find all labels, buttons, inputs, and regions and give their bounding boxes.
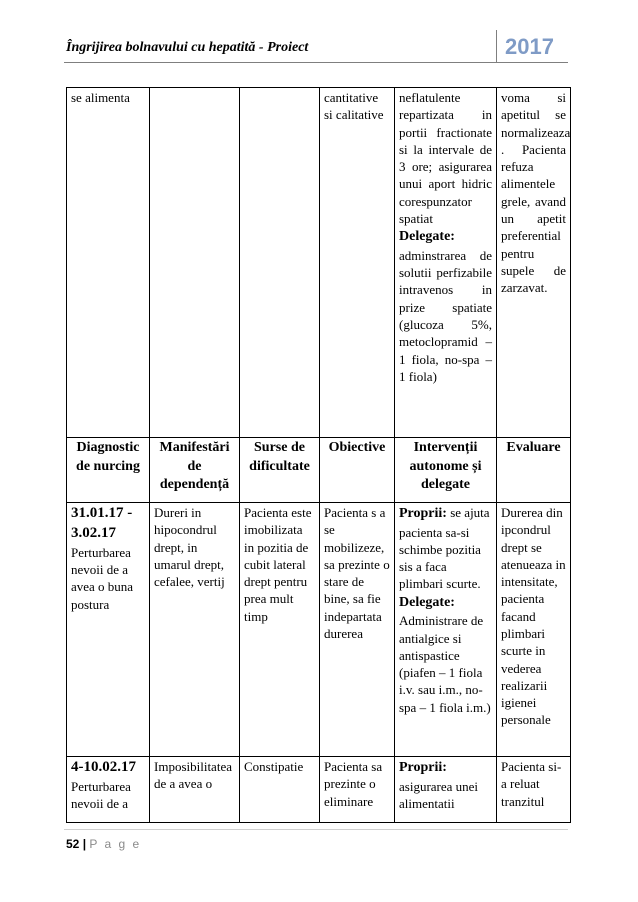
cell-manifestari bbox=[150, 88, 240, 438]
cell-diagnostic bbox=[67, 503, 150, 757]
proprii-text: asigurarea unei alimentatii bbox=[399, 778, 479, 811]
cell-evaluare: Pacienta si-a reluat tranzitul bbox=[497, 757, 571, 823]
footer-rule bbox=[64, 829, 568, 830]
cell-surse: Pacienta este imobilizata in pozitia de cubit lateral drept pentru prea mult timp bbox=[240, 503, 320, 757]
row-date: 4-10.02.17 bbox=[71, 759, 136, 775]
proprii-text: se ajuta pacienta sa-si schimbe pozitia sis a faca plimbari scurte. bbox=[399, 505, 490, 592]
page-number: 52 bbox=[66, 837, 80, 851]
delegate-label: Delegate: bbox=[399, 229, 455, 245]
cell-surse bbox=[240, 88, 320, 438]
cell-surse: Constipatie bbox=[240, 757, 320, 823]
page-footer bbox=[66, 837, 141, 851]
proprii-label: Proprii: bbox=[399, 760, 447, 775]
delegate-text: Administrare de antialgice si antispastice (piafen – 1 fiola i.v. sau i.m., no-spa – 1 fiola i.m.) bbox=[399, 613, 491, 715]
cell-obiective: cantitative si calitative bbox=[320, 88, 395, 438]
footer-separator: | bbox=[82, 837, 87, 851]
table-header-row bbox=[67, 438, 571, 503]
page-label: P a g e bbox=[89, 837, 142, 851]
header-divider bbox=[496, 30, 497, 62]
header-interventii: Intervenții autonome și delegate bbox=[395, 438, 497, 503]
cell-interventii bbox=[395, 757, 497, 823]
table-row bbox=[67, 757, 571, 823]
row-date: 31.01.17 - 3.02.17 bbox=[71, 505, 133, 541]
delegate-label: Delegate: bbox=[399, 594, 455, 610]
header-obiective: Obiective bbox=[320, 438, 395, 503]
header-evaluare: Evaluare bbox=[497, 438, 571, 503]
document-title: Îngrijirea bolnavului cu hepatită - Proiect bbox=[66, 40, 309, 55]
cell-obiective: Pacienta s a se mobilizeze, sa prezinte o stare de bine, sa fie indepartata durerea bbox=[320, 503, 395, 757]
cell-interventii bbox=[395, 88, 497, 438]
document-year: 2017 bbox=[505, 34, 554, 59]
interventii-line-2: repartizata in portii fractionate si la intervale de 3 ore; asigurarea unui aport hidric corespunzator spatiat bbox=[399, 107, 492, 226]
header-manifestari: Manifestări de dependență bbox=[150, 438, 240, 503]
table-row bbox=[67, 503, 571, 757]
interventii-line-1: neflatulente bbox=[399, 90, 461, 105]
delegate-text: adminstrarea de solutii perfizabile intravenos in prize spatiate (glucoza 5%, metoclopramid – 1 fiola, no-spa – 1 fiola) bbox=[399, 247, 492, 384]
cell-manifestari: Dureri in hipocondrul drept, in umarul drept, cefalee, vertij bbox=[150, 503, 240, 757]
table-row-continuation bbox=[67, 88, 571, 438]
cell-evaluare: voma si apetitul se normalizeaza . Pacienta refuza alimentele grele, avand un apetit preferential pentru supele de zarzavat. bbox=[497, 88, 571, 438]
cell-diagnostic bbox=[67, 757, 150, 823]
care-plan-table bbox=[66, 87, 571, 823]
cell-obiective: Pacienta sa prezinte o eliminare bbox=[320, 757, 395, 823]
cell-evaluare: Durerea din ipcondrul drept se atenueaza in intensitate, pacienta facand plimbari scurte in vederea realizarii igienei personale bbox=[497, 503, 571, 757]
header-diagnostic: Diagnostic de nurcing bbox=[67, 438, 150, 503]
header-surse: Surse de dificultate bbox=[240, 438, 320, 503]
diagnostic-text: Perturbarea nevoii de a avea o buna postura bbox=[71, 544, 134, 612]
cell-manifestari: Imposibilitatea de a avea o bbox=[150, 757, 240, 823]
proprii-label: Proprii: bbox=[399, 506, 447, 521]
diagnostic-text: Perturbarea nevoii de a bbox=[71, 778, 131, 812]
header-rule bbox=[64, 62, 568, 63]
cell-diagnostic: se alimenta bbox=[67, 88, 150, 438]
cell-interventii bbox=[395, 503, 497, 757]
